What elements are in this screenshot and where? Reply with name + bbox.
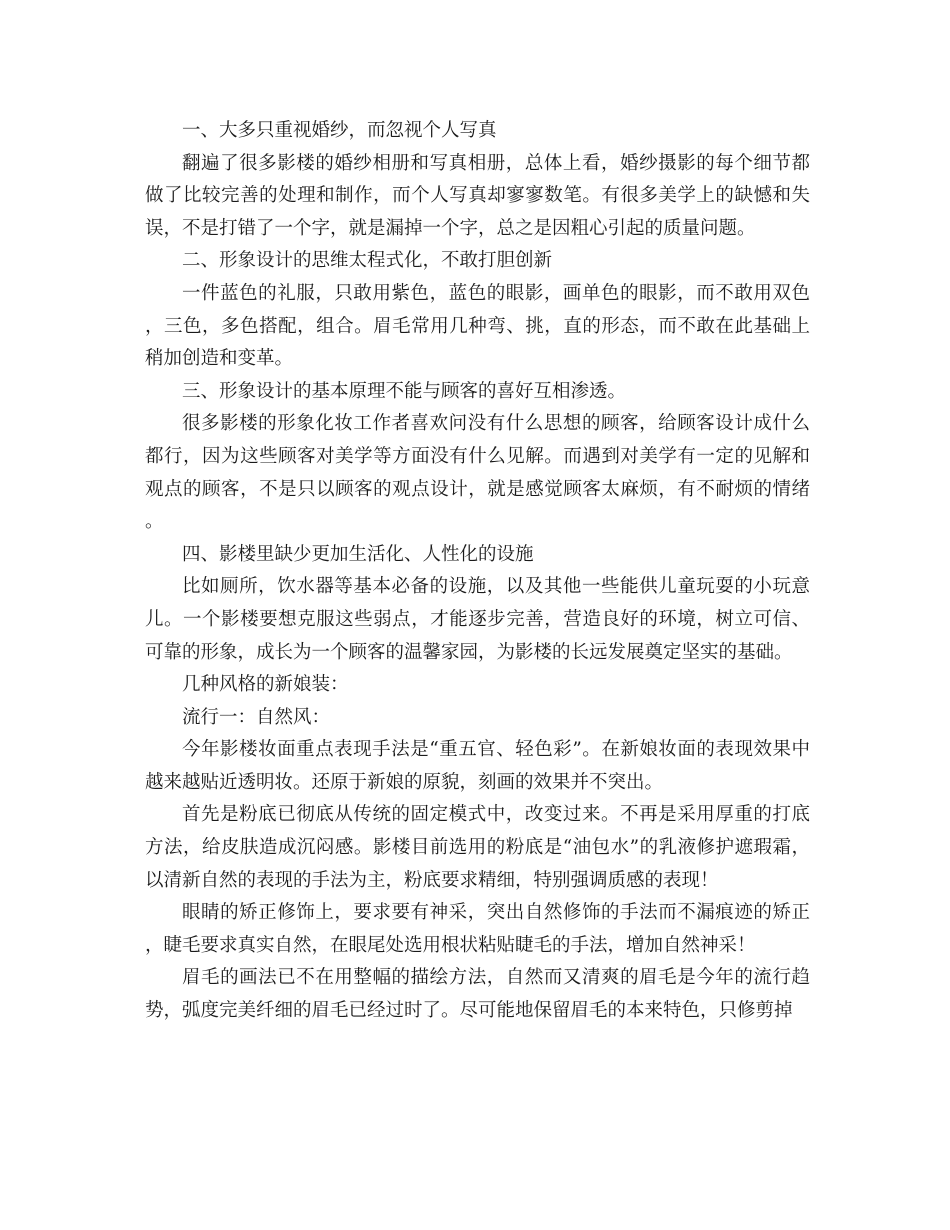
section-title: 几种风格的新娘装：: [182, 674, 349, 696]
paragraph: 很多影楼的形象化妆工作者喜欢问没有什么思想的顾客，给顾客设计成什么都行，因为这些顾客对美学等方面没有什么见解。而遇到对美学有一定的见解和观点的顾客，不是只以顾客的观点设计，就是感觉顾客太麻烦，有不耐烦的情绪。: [145, 413, 810, 533]
paragraph: 首先是粉底已彻底从传统的固定模式中，改变过来。不再是采用厚重的打底方法，给皮肤造成沉闷感。影楼目前选用的粉底是“油包水”的乳液修护遮瑕霜，以清新自然的表现的手法为主，粉底要求精细，特别强调质感的表现！: [145, 804, 810, 891]
paragraph: 一件蓝色的礼服，只敢用紫色，蓝色的眼影，画单色的眼影，而不敢用双色，三色，多色搭配，组合。眉毛常用几种弯、挑，直的形态，而不敢在此基础上稍加创造和变革。: [145, 282, 810, 370]
heading-2: 二、形象设计的思维太程式化，不敢打胆创新: [182, 250, 553, 272]
heading-3: 三、形象设计的基本原理不能与顾客的喜好互相渗透。: [182, 380, 627, 402]
paragraph: 眼睛的矫正修饰上，要求要有神采，突出自然修饰的手法而不漏痕迹的矫正，睫毛要求真实自然，在眼尾处选用根状粘贴睫毛的手法，增加自然神采！: [145, 902, 810, 956]
heading-4: 四、影楼里缺少更加生活化、人性化的设施: [182, 543, 534, 565]
paragraph: 比如厕所，饮水器等基本必备的设施，以及其他一些能供儿童玩耍的小玩意儿。一个影楼要想克服这些弱点，才能逐步完善，营造良好的环境，树立可信、可靠的形象，成长为一个顾客的温馨家园，为影楼的长远发展奠定坚实的基础。: [145, 576, 810, 663]
document-body: [145, 115, 810, 1028]
paragraph: 翻遍了很多影楼的婚纱相册和写真相册，总体上看，婚纱摄影的每个细节都做了比较完善的处理和制作，而个人写真却寥寥数笔。有很多美学上的缺憾和失误，不是打错了一个字，就是漏掉一个字，总之是因粗心引起的质量问题。: [145, 152, 810, 239]
subsection-title: 流行一：自然风：: [182, 706, 331, 728]
paragraph: 眉毛的画法已不在用整幅的描绘方法，自然而又清爽的眉毛是今年的流行趋势，弧度完美纤细的眉毛已经过时了。尽可能地保留眉毛的本来特色，只修剪掉: [145, 967, 810, 1022]
heading-1: 一、大多只重视婚纱，而忽视个人写真: [182, 120, 497, 141]
paragraph: 今年影楼妆面重点表现手法是“重五官、轻色彩”。在新娘妆面的表现效果中越来越贴近透明妆。还原于新娘的原貌，刻画的效果并不突出。: [145, 739, 810, 793]
